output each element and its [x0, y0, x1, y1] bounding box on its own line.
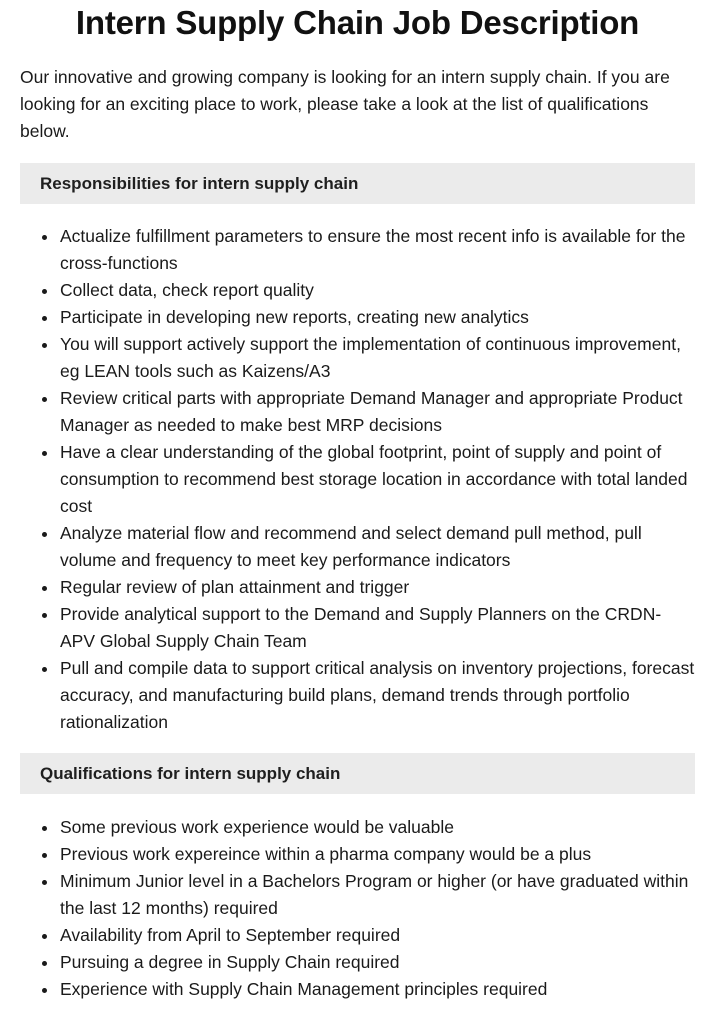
list-item: Collect data, check report quality — [60, 277, 695, 304]
list-item: Review critical parts with appropriate Demand Manager and appropriate Product Manager as needed to make best MRP decisions — [60, 385, 695, 439]
qualifications-list — [20, 814, 695, 1003]
qualifications-heading: Qualifications for intern supply chain — [20, 753, 695, 794]
intro-paragraph: Our innovative and growing company is looking for an intern supply chain. If you are looking for an exciting place to work, please take a look at the list of qualifications below. — [20, 67, 670, 141]
list-item: Actualize fulfillment parameters to ensure the most recent info is available for the cross-functions — [60, 223, 695, 277]
list-item: Provide analytical support to the Demand and Supply Planners on the CRDN-APV Global Supply Chain Team — [60, 601, 695, 655]
responsibilities-list — [20, 223, 695, 736]
list-item: Pull and compile data to support critical analysis on inventory projections, forecast accuracy, and manufacturing build plans, demand trends through portfolio rationalization — [60, 655, 695, 736]
list-item: Regular review of plan attainment and trigger — [60, 574, 695, 601]
list-item: Minimum Junior level in a Bachelors Program or higher (or have graduated within the last 12 months) required — [60, 868, 695, 922]
list-item: Analyze material flow and recommend and select demand pull method, pull volume and frequency to meet key performance indicators — [60, 520, 695, 574]
list-item: You will support actively support the implementation of continuous improvement, eg LEAN tools such as Kaizens/A3 — [60, 331, 695, 385]
list-item: Have a clear understanding of the global footprint, point of supply and point of consumption to recommend best storage location in accordance with total landed cost — [60, 439, 695, 520]
responsibilities-heading: Responsibilities for intern supply chain — [20, 163, 695, 204]
list-item: Pursuing a degree in Supply Chain required — [60, 949, 695, 976]
list-item: Some previous work experience would be valuable — [60, 814, 695, 841]
list-item: Previous work expereince within a pharma company would be a plus — [60, 841, 695, 868]
page-title: Intern Supply Chain Job Description — [75, 4, 640, 41]
list-item: Availability from April to September required — [60, 922, 695, 949]
list-item: Experience with Supply Chain Management principles required — [60, 976, 695, 1003]
list-item: Participate in developing new reports, creating new analytics — [60, 304, 695, 331]
